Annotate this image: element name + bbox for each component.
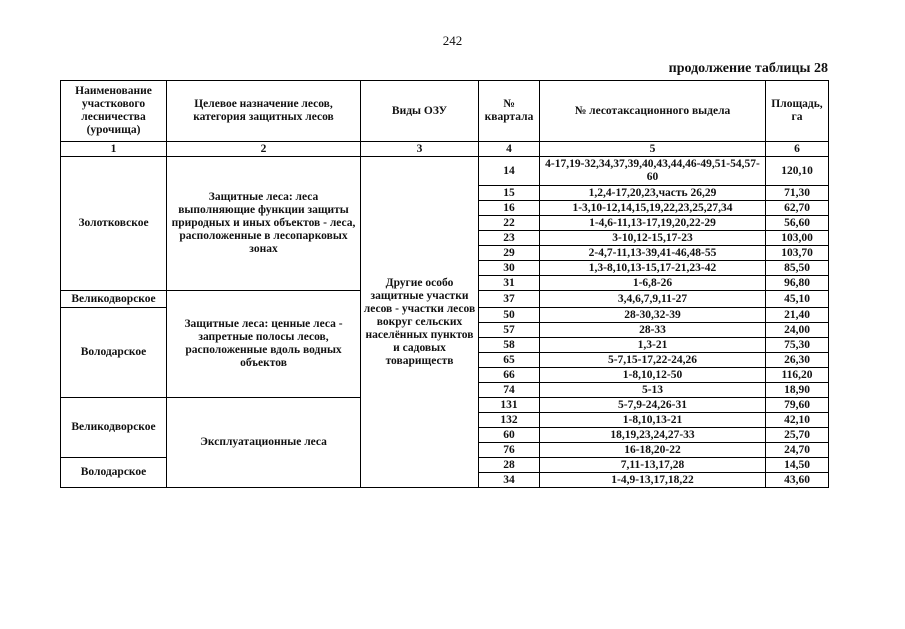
header-vydel: № лесотаксационного выдела — [540, 81, 766, 142]
quarter-cell: 16 — [479, 201, 540, 216]
area-cell: 85,50 — [766, 261, 829, 276]
vydel-cell: 7,11-13,17,28 — [540, 458, 766, 473]
area-cell: 79,60 — [766, 398, 829, 413]
quarter-cell: 15 — [479, 186, 540, 201]
column-number: 5 — [540, 142, 766, 157]
quarter-cell: 14 — [479, 157, 540, 186]
area-cell: 21,40 — [766, 308, 829, 323]
area-cell: 71,30 — [766, 186, 829, 201]
area-cell: 43,60 — [766, 473, 829, 488]
area-cell: 120,10 — [766, 157, 829, 186]
area-cell: 103,00 — [766, 231, 829, 246]
purpose-cell: Защитные леса: леса выполняющие функции защиты природных и иных объектов - леса, расположенные в лесопарковых зонах — [167, 157, 361, 291]
quarter-cell: 23 — [479, 231, 540, 246]
quarter-cell: 58 — [479, 338, 540, 353]
forestry-cell: Великодворское — [61, 398, 167, 458]
header-forestry: Наименование участкового лесничества (урочища) — [61, 81, 167, 142]
column-number-row — [61, 142, 829, 157]
quarter-cell: 74 — [479, 383, 540, 398]
vydel-cell: 16-18,20-22 — [540, 443, 766, 458]
table-row — [61, 157, 829, 186]
quarter-cell: 60 — [479, 428, 540, 443]
vydel-cell: 2-4,7-11,13-39,41-46,48-55 — [540, 246, 766, 261]
column-number: 3 — [361, 142, 479, 157]
vydel-cell: 1,3-21 — [540, 338, 766, 353]
area-cell: 18,90 — [766, 383, 829, 398]
forestry-cell: Володарское — [61, 458, 167, 488]
vydel-cell: 18,19,23,24,27-33 — [540, 428, 766, 443]
quarter-cell: 65 — [479, 353, 540, 368]
header-ozu: Виды ОЗУ — [361, 81, 479, 142]
quarter-cell: 34 — [479, 473, 540, 488]
vydel-cell: 4-17,19-32,34,37,39,40,43,44,46-49,51-54,57-60 — [540, 157, 766, 186]
vydel-cell: 3-10,12-15,17-23 — [540, 231, 766, 246]
forestry-cell: Золотковское — [61, 157, 167, 291]
quarter-cell: 22 — [479, 216, 540, 231]
forest-table — [60, 80, 829, 488]
column-number: 2 — [167, 142, 361, 157]
vydel-cell: 28-33 — [540, 323, 766, 338]
quarter-cell: 50 — [479, 308, 540, 323]
area-cell: 45,10 — [766, 291, 829, 308]
quarter-cell: 28 — [479, 458, 540, 473]
area-cell: 42,10 — [766, 413, 829, 428]
area-cell: 116,20 — [766, 368, 829, 383]
vydel-cell: 1-6,8-26 — [540, 276, 766, 291]
quarter-cell: 132 — [479, 413, 540, 428]
forestry-cell: Великодворское — [61, 291, 167, 308]
quarter-cell: 30 — [479, 261, 540, 276]
area-cell: 56,60 — [766, 216, 829, 231]
vydel-cell: 1,3-8,10,13-15,17-21,23-42 — [540, 261, 766, 276]
header-quarter: № квартала — [479, 81, 540, 142]
quarter-cell: 31 — [479, 276, 540, 291]
quarter-cell: 37 — [479, 291, 540, 308]
page-number: 242 — [442, 33, 463, 48]
header-area: Площадь, га — [766, 81, 829, 142]
quarter-cell: 76 — [479, 443, 540, 458]
area-cell: 26,30 — [766, 353, 829, 368]
vydel-cell: 5-7,15-17,22-24,26 — [540, 353, 766, 368]
area-cell: 75,30 — [766, 338, 829, 353]
ozu-cell: Другие особо защитные участки лесов - участки лесов вокруг сельских населённых пунктов и садовых товариществ — [361, 157, 479, 488]
quarter-cell: 131 — [479, 398, 540, 413]
area-cell: 62,70 — [766, 201, 829, 216]
quarter-cell: 66 — [479, 368, 540, 383]
area-cell: 96,80 — [766, 276, 829, 291]
vydel-cell: 1-4,9-13,17,18,22 — [540, 473, 766, 488]
vydel-cell: 5-7,9-24,26-31 — [540, 398, 766, 413]
purpose-cell: Защитные леса: ценные леса - запретные полосы лесов, расположенные вдоль водных объектов — [167, 291, 361, 398]
header-row — [61, 81, 829, 142]
column-number: 4 — [479, 142, 540, 157]
vydel-cell: 5-13 — [540, 383, 766, 398]
purpose-cell: Эксплуатационные леса — [167, 398, 361, 488]
vydel-cell: 1-3,10-12,14,15,19,22,23,25,27,34 — [540, 201, 766, 216]
vydel-cell: 1-8,10,12-50 — [540, 368, 766, 383]
vydel-cell: 1,2,4-17,20,23,часть 26,29 — [540, 186, 766, 201]
area-cell: 25,70 — [766, 428, 829, 443]
vydel-cell: 28-30,32-39 — [540, 308, 766, 323]
column-number: 6 — [766, 142, 829, 157]
quarter-cell: 57 — [479, 323, 540, 338]
forestry-cell: Володарское — [61, 308, 167, 398]
vydel-cell: 1-8,10,13-21 — [540, 413, 766, 428]
header-purpose: Целевое назначение лесов, категория защитных лесов — [167, 81, 361, 142]
table-continuation-label: продолжение таблицы 28 — [668, 61, 828, 76]
area-cell: 103,70 — [766, 246, 829, 261]
quarter-cell: 29 — [479, 246, 540, 261]
area-cell: 14,50 — [766, 458, 829, 473]
vydel-cell: 1-4,6-11,13-17,19,20,22-29 — [540, 216, 766, 231]
area-cell: 24,00 — [766, 323, 829, 338]
vydel-cell: 3,4,6,7,9,11-27 — [540, 291, 766, 308]
column-number: 1 — [61, 142, 167, 157]
area-cell: 24,70 — [766, 443, 829, 458]
